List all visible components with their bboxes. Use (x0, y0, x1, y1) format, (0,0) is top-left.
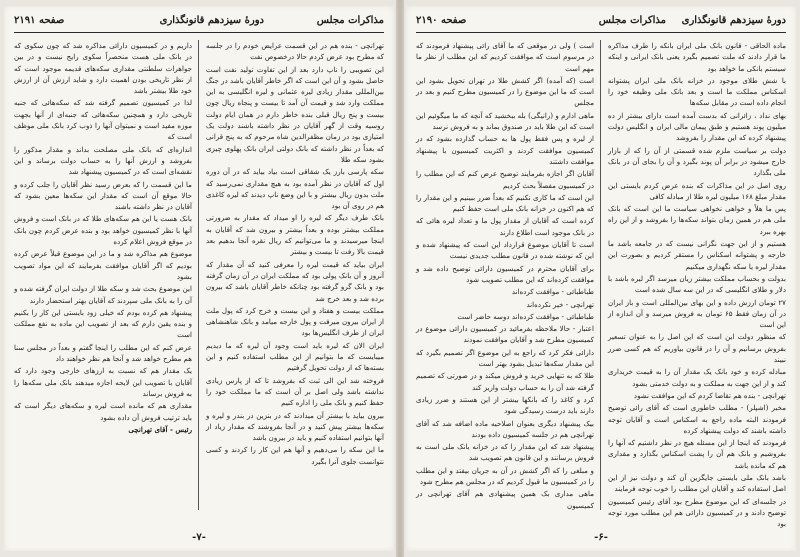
paragraph: مبادله کرده و خود بانک یک مقدار آن را به قیمت خریداری کند و از این جهت به مملکت و به دولت خدمتی بشود (608, 367, 786, 388)
column-divider (198, 40, 199, 510)
page-header (416, 12, 786, 33)
paragraph: است (که آمده) اگر کشش طلا در تهران تحویل بشود این است که ما این موضوع را در کمیسیون مطرح کنیم و بعد در مجلس (416, 75, 594, 108)
header-title: مذاکرات مجلس (598, 15, 666, 26)
paragraph: پیشنهاد شد که این مقدار را که در خزانه بانک ملی است به فروش برسانند و این قانون هم تصویب شد (416, 442, 594, 463)
paragraph: لذا در کمیسیون تصمیم گرفته شد که سکه‌هائی که جنبه تاریخی دارد و همچنین سکه‌هائی که جنبه‌ای از آنها بجهت موزه مفید است و نمیتوان آنها را ذوب کرد بانک ملی موظف است که (14, 98, 192, 142)
right-page (406, 6, 796, 551)
paragraph: بدولت و بحساب مملکت بیشتر زیان میرسد اگر لیره باشد با دلار و طلای انگلیسی که در این سه سال شده است (608, 273, 786, 295)
paragraph: داریم و در کمیسیون دارائی مذاکره شد که چون سکوی که در بانک ملی هست منحصراً سکوی رایج نیست و در بین جواهرات سلطنتی مقداری سکه‌های قدیمه موجود است که از نظر تاریخی بودن اهمیت دارد و شاید ارزش آن از ارزش خود طلا بیشتر باشد (14, 41, 192, 96)
paragraph: تهرانچی - بنده هم تقاضا کردم که این موافقت نشود (633, 390, 786, 400)
paragraph: ایران الان که لیره باید است وجود آن لیره که ما دیدیم میبایست که ما بتوانیم از این مطلب استفاده کنیم و این بسته‌ها که از دولت تحویل گرفتیم (206, 340, 384, 373)
paragraph: تهرانچی - بنده هم در این قسمت عرایض خودم را در جلسه که مطرح بود عرض کردم حالا درخصوص نفت (206, 41, 384, 62)
paragraph: مملکت بیست و هفتاد و این بیست و خرج کرد که پول ملت از ایران بیرون میرفت و پول خارجه میامد و بانک شاهنشاهی ایران از طرف انگلیس‌ها بود (206, 305, 384, 338)
page-header (14, 12, 384, 33)
paragraph: اندازه‌ای که بانک ملی مصلحت بداند و مقدار مذکور را بفروشد و ارزش آنها را به حساب دولت برساند و این نقشه‌ای است که در کمیسیون پیشنهاد شد (14, 144, 192, 177)
paragraph: طباطبائی - موافقت کرده‌اند دوسه حاضر است (457, 311, 594, 321)
left-page (4, 6, 394, 551)
page-number: -۷- (192, 532, 206, 543)
header-session: دورهٔ سیزدهم قانونگذاری (159, 15, 264, 26)
book-gutter (396, 0, 404, 557)
paragraph: فرمودند که اینجا از این مسئله هیچ در نظر داشتیم که آنها را بفروشیم و بانک هم آن را پشت اسکناس بگذارد و مقداری هم که مانده باشد (608, 438, 786, 470)
paragraph: ماهی ادارم و (رانیگی) بله ببخشید که آنچه که ما میگوئیم این است که این طلا باید در صندوق بماند و به فروش نرسد (416, 110, 594, 132)
paragraph: موضوع هم مذاکره شد و ما در این موضوع قبلاً عرض کرده بودیم که اگر آقایان موافقت بفرمایند که این مواد تصویب بشود (14, 249, 192, 281)
text-column-right (206, 40, 384, 510)
header-page-label: صفحه ۲۱۹۱ (14, 15, 65, 26)
paragraph: در جلسه‌ای که این موضوع مطرح بود آقای رئیس کمیسیون توضیح دادند و در کمیسیون دارائی هم این مطلب مورد توجه بود (608, 496, 786, 529)
paragraph: کرد و کاغذ را که بانکها بیشتر از این هستند و ضرر زیادی دارند باید درست رسیدگی شود (416, 394, 594, 416)
paragraph: مخبر (اشپلر) - مطلب خاطوری است که آقای رائی توضیح فرمودند البته ماده راجع به اسکناس است و آقایان توجه داشته باشند که دولت پیشنهاد کرده (608, 403, 786, 435)
paragraph: اعتبار - حالا ملاحظه بفرمائید در کمیسیون دارائی موضوع در کمیسیون مطرح شد و آقایان موافقت نمودند (416, 324, 594, 345)
paragraph: بانک طرف دیگر که لیره را او میداد که مقدار به ضرورتی مملکت بیشتر بوده و بعداً بیشتر و بیرون شد که آقایان به اینجا میرسیدند و ما می‌توانیم که ریال نقره آنجا بدهیم بعد قیمت بالا رفت تا بیست و بیشتر (206, 213, 384, 257)
paragraph: هستیم و از این جهت نگرانی نیست که در جامعه باشد ما خارجه و پشتوانه اسکناس را مستقر کردیم و بصورت این مقدار لیره یا سکه نگهداری میکنیم (608, 239, 786, 271)
paragraph: است تا آقایان موضوع قرارداد این است که پیشنهاد شده و این که نوشته شده در قانون مطلب جدیدی نیست (416, 240, 594, 261)
paragraph: روی اصل در این مذاکرات که بنده عرض کردم بایستی این مقدار مبلغ ۱۶۸ میلیون لیره طلا از مبادله کافی (608, 180, 786, 201)
paragraph: است ) ولی در موقعی که ما آقای رائی پیشنهاد فرمودند که در مرسوم است که موافقت کردیم که این مطلب از نظر ما مهم است (416, 41, 594, 73)
paragraph: که منظور دولت این است که این اصل را به عنوان تسعیر بفروش برسانیم و آن را در قانون بیاوریم که هم کسی ضرر نبیند (608, 332, 786, 365)
paragraph: سکه پارسی بارز یک شقاقی است بیاد بیاید که در آن دوره اول که آقایان در نظر آمده بود به هیچ مقداری نمی‌رسید که ملت بدون ریال بیشتر و با این وضع ناپ دیدند که لیره کاغذی هم در روی آن بود (206, 167, 384, 211)
paragraph: ۲۷ تومان ارزش داده و این بهای بین‌المللی است و باز ایران در آن زمان فقط ۶۵ تومان به فروش میرسد و آن اندازه از این است (608, 297, 787, 330)
paragraph: ایران بیاید که قیمت لیره را معرفی کنید که آن مقدار که آنروز و آن بانک پولی بود که مملکت ایران در آن زمان گرفته بود و بانک گرو گرفته بود چنانکه خاطر آقایان باشد که بیرون برده شد و بعد خرج شد (206, 259, 384, 303)
paragraph: با شش طلای موجود در خزانه بانک ملی ایران پشتوانه اسکناس مملکت ما است و بعد بانک ملی وظیفه خود را انجام داده است در مقابل سکه‌ها (608, 75, 786, 108)
text-column-left (416, 40, 594, 510)
paragraph: مقداری هم که مانده است لیره و سکه‌های دیگر است که باید ترتیب فروش آن داده بشود (14, 401, 192, 422)
paragraph: تهرانچی - خیر نکرده‌اند (526, 299, 594, 309)
header-session: دورهٔ سیزدهم قانونگذاری (681, 15, 786, 26)
text-column-left (14, 40, 192, 510)
paragraph: این تصویبی را ناپ دارد بعد از این تفاوت تولید نفت است حاصل بشود و آن این است که اگر خاطر آقایان باشد در جنگ بین‌المللی مقدار زیادی لیره عثمانی و لیره انگلیسی به این مملکت وارد شد و قیمت آن آمد تا بیست و پنجاه ریال چون بیست و پنج ریال قبلی بنده خاطر دارم در همان ایام دولت روسیه وقت از گهر آقایان در نظر داشته باشند دولت یک امتیازی بود در زمان مظفرالدین شاه مرحوم که به پنج قرانی که بعداً در نظر داشته که بانک دولتی ایران بانک پهلوی چیزی بشود سکه طلا (206, 64, 384, 164)
paragraph: بانک هست یا این هم سکه‌های طلا که در بانک است و فروش آنها با نظر کمیسیون خواهد بود و بنده عرض کردم چون بانک در موقع فروش اعلام کرده (14, 214, 192, 247)
paragraph: دولت بر سیاست ملزم شده قسمتی از آن را که از بازار خارج میشود در برابر آن پوند بگیرد و آن را بجای آن در بانک ملی بگذارد (608, 145, 786, 178)
paragraph: دارائی فکر کرد که راجع به این موضوع اگر تصمیم بگیرد که این مقدار سکه‌ها تبدیل بشود بهتر است (416, 347, 594, 369)
paragraph: برای آقایان محترم در کمیسیون دارائی توضیح داده شد و موافقت کرده‌اند که این مطلب تصویب شود (416, 263, 594, 284)
paragraph: باشد بانک ملی بایستی جایگزین آن کند و دولت نیز از این اصل استفاده کند و آقایان این مطلب را خوب توجه فرمایند (608, 472, 786, 494)
header-page-label: صفحه ۲۱۹۰ (416, 15, 467, 26)
paragraph: این است که ما کاری نکنیم که بعداً ضرر ببینیم و این مقدار را که هم اکنون در خزانه بانک ملی است حفظ کنیم (416, 192, 594, 214)
paragraph: کرده است که آقایان از مقدار پول ما و تعداد لیره هائی که در بانک موجود است اطلاع دارند (416, 216, 594, 237)
paragraph: ما این قسمت را که بعرض رسید نظر آقایان را جلب کرده و حالا موقع آن است که مقدار این سکه‌ها معین بشود که آقایان در نظر داشته باشند (14, 179, 192, 212)
paragraph: طلا که به تنهایی خرید و فروش میکند و در صورتی که تصمیم گرفته شد آن را به حساب دولت واریز کند (416, 371, 594, 392)
header-title: مذاکرات مجلس (316, 15, 384, 26)
column-divider (600, 40, 601, 510)
paragraph: بیک پیشنهاد دیگری بعنوان اصلاحیه ماده اضافه شد که آقای تهرانچی هم در جلسه کمیسیون داده بودند (416, 418, 594, 439)
page-number: -۶- (594, 532, 608, 543)
paragraph: پیشنهاد هم کرده بودم که خیلی زود بایستی این کار را بکنیم و بنده یقین دارم که بعد از تصویب این ماده به نفع مملکت است (14, 307, 192, 340)
paragraph: بیرون بیاید با بیشتر آن میدادند که در بنزین در بندر و لیره و سکه‌ها بیشتر پیش کنید و در آنجا بفروشند که مقدار زیاد از آنها بتوانیم استفاده کنیم و باید در بیرون باشد (206, 410, 384, 443)
closing-line: رئیس - آقای تهرانچی (128, 424, 192, 434)
paragraph: طباطبائی - موافقت کرده‌اند (511, 287, 594, 297)
paragraph: بهای نداد ، زائرانی که بدست آمده است دارای بیشتر از ده میلیون پوند هستیم و طبق پیمان مالی ایران و انگلیس دولت پیشنهاد کرده که این مقدار را بفروشد (608, 110, 786, 143)
text-column-right (608, 40, 787, 529)
paragraph: این موضوع بحث شد و سکه طلا از دولت ایران گرفته شده و آن را به بانک ملی سپردند که آقایان بهتر استحضار دارند (14, 284, 192, 305)
paragraph: پس ما هلاً و خواهی نخواهی سیاست ما این است که بانک ملی هم در همین زمان بتواند سکه‌ها را بفروشد و از این راه بهره ببرد (608, 204, 786, 236)
paragraph: یک مقدار هم که نسبت به ارزهای خارجی وجود دارد که آقایان با تصویب این لایحه اجازه میدهند بانک ملی سکه‌ها را به فروش برساند (14, 366, 192, 398)
paragraph: آقایان اگر اجازه بفرمایند توضیح عرض کنم که این مطلب را در کمیسیون مفصلاً بحث کردیم (416, 169, 594, 190)
paragraph: ماهی مداری بک همین پیشنهادی هم آقای تهرانچی در کمیسیون (416, 489, 594, 510)
paragraph: و مبلغی را که اگر کشش در آن به جریان بیفتد و این مطلب را در کمیسیون ما قبول کردیم که در مجلس هم مطرح شود (416, 465, 594, 486)
paragraph: از لیره و پس فقط پول ها به حساب گذارده بشود که در کمیسیون موافقت کردند و اکثریت کمیسیون با پیشنهاد موافقت داشتند (416, 134, 594, 166)
paragraph: فروخته شد این الی ثبت که بفروشد تا که از پارس زیادی نداشته باشد ولی اصل بر آن است که ما مملکت خود را حفظ کنیم و بانک ملی را اداره کنیم (206, 375, 384, 408)
paragraph: عرض کنم که این مطلب را اینجا گفتم و بعداً در مجلس سنا هم مطرح خواهد شد و آنجا هم نظر خواهند داد (14, 342, 192, 364)
paragraph: ماده الحاقی - قانون بانک ملی ایران بانکه را طرف مذاکره ما قرار دادند که ملت تصمیم بگیرد یعنی بانک ایرانی و اینکه سیستم بانکی ما خواهد بود (608, 41, 786, 73)
paragraph: ما این سکه را می‌دهیم و آنها هم این کار را کردند و کسی نتوانست جلوی آنرا بگیرد (206, 445, 384, 466)
